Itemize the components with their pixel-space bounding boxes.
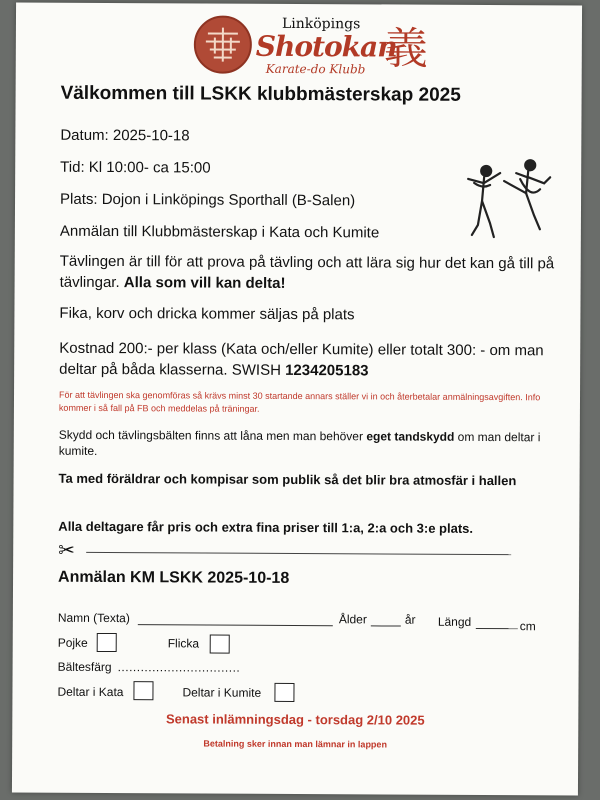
minimum-participants-notice: För att tävlingen ska genomföras så krävs minst 30 startande annars ställer vi in och återbetalar anmälningsavgiften. Info kommer i så fall på FB och meddelas på träningar.: [58, 389, 541, 414]
prizes-paragraph: Alla deltagare får pris och extra fina priser till 1:a, 2:a och 3:e plats.: [58, 518, 474, 536]
purpose-paragraph: [60, 251, 555, 296]
equipment-text-2: om man deltar i kumite.: [58, 429, 541, 458]
flyer-sheet: [12, 3, 582, 796]
name-label: Namn (Texta): [57, 610, 130, 626]
age-unit: år: [404, 612, 416, 627]
deadline-text: Senast inlämningsdag - torsdag 2/10 2025: [165, 711, 425, 728]
girl-checkbox[interactable]: [210, 635, 230, 654]
club-logo: [194, 13, 428, 78]
cut-line: [58, 537, 513, 562]
event-place: Plats: Dojon i Linköpings Sporthall (B-Salen): [59, 190, 356, 210]
height-unit: cm: [519, 619, 536, 634]
event-time: Tid: Kl 10:00- ca 15:00: [60, 158, 211, 177]
page-title: Välkommen till LSKK klubbmästerskap 2025: [60, 82, 461, 106]
form-title: Anmälan KM LSKK 2025-10-18: [58, 568, 290, 587]
age-label: Ålder: [338, 612, 367, 627]
cost-text: Kostnad 200:- per klass (Kata och/eller Kumite) eller totalt 300: - om man deltar på båda klasserna. SWISH: [59, 339, 544, 379]
payment-note: Betalning sker innan man lämnar in lappen: [203, 738, 387, 750]
girl-label: Flicka: [167, 636, 200, 651]
height-label: Längd: [437, 614, 472, 629]
kumite-checkbox[interactable]: [274, 683, 294, 702]
boy-checkbox[interactable]: [97, 633, 117, 652]
scissors-icon: ✂: [58, 537, 76, 562]
cost-paragraph: [59, 338, 554, 383]
logo-main-text: Shotokan: [255, 29, 397, 64]
event-date: Datum: 2025-10-18: [60, 126, 190, 145]
karate-fighters-icon: [460, 153, 555, 245]
event-registration: Anmälan till Klubbmästerskap i Kata och Kumite: [59, 222, 380, 242]
boy-label: Pojke: [57, 635, 88, 650]
logo-sub-text: Karate-do Klubb: [265, 61, 366, 77]
belt-label: Bältesfärg: [57, 659, 112, 675]
cut-divider: [86, 552, 511, 555]
age-field[interactable]: [371, 624, 401, 626]
equipment-bold: eget tandskydd: [366, 429, 455, 444]
audience-paragraph: Ta med föräldrar och kompisar som publik så det blir bra atmosfär i hallen: [58, 470, 517, 489]
belt-field[interactable]: ................................: [117, 660, 241, 675]
logo-kanji: 義: [383, 23, 428, 75]
equipment-text: Skydd och tävlingsbälten finns att låna men man behöver: [58, 427, 367, 444]
swish-number: 1234205183: [285, 361, 369, 380]
kata-label: Deltar i Kata: [57, 684, 124, 700]
name-field[interactable]: [138, 623, 333, 626]
equipment-paragraph: [59, 427, 554, 462]
logo-top-text: Linköpings: [281, 15, 361, 33]
club-emblem-icon: [194, 15, 252, 73]
height-field[interactable]: [476, 627, 518, 629]
kata-checkbox[interactable]: [133, 681, 153, 700]
purpose-text: Tävlingen är till för att prova på tävling och att lära sig hur det kan gå till på tävlingar.: [59, 252, 555, 292]
kumite-label: Deltar i Kumite: [182, 685, 262, 700]
fika-info: Fika, korv och dricka kommer säljas på plats: [59, 304, 355, 324]
purpose-bold: Alla som vill kan delta!: [123, 274, 286, 292]
